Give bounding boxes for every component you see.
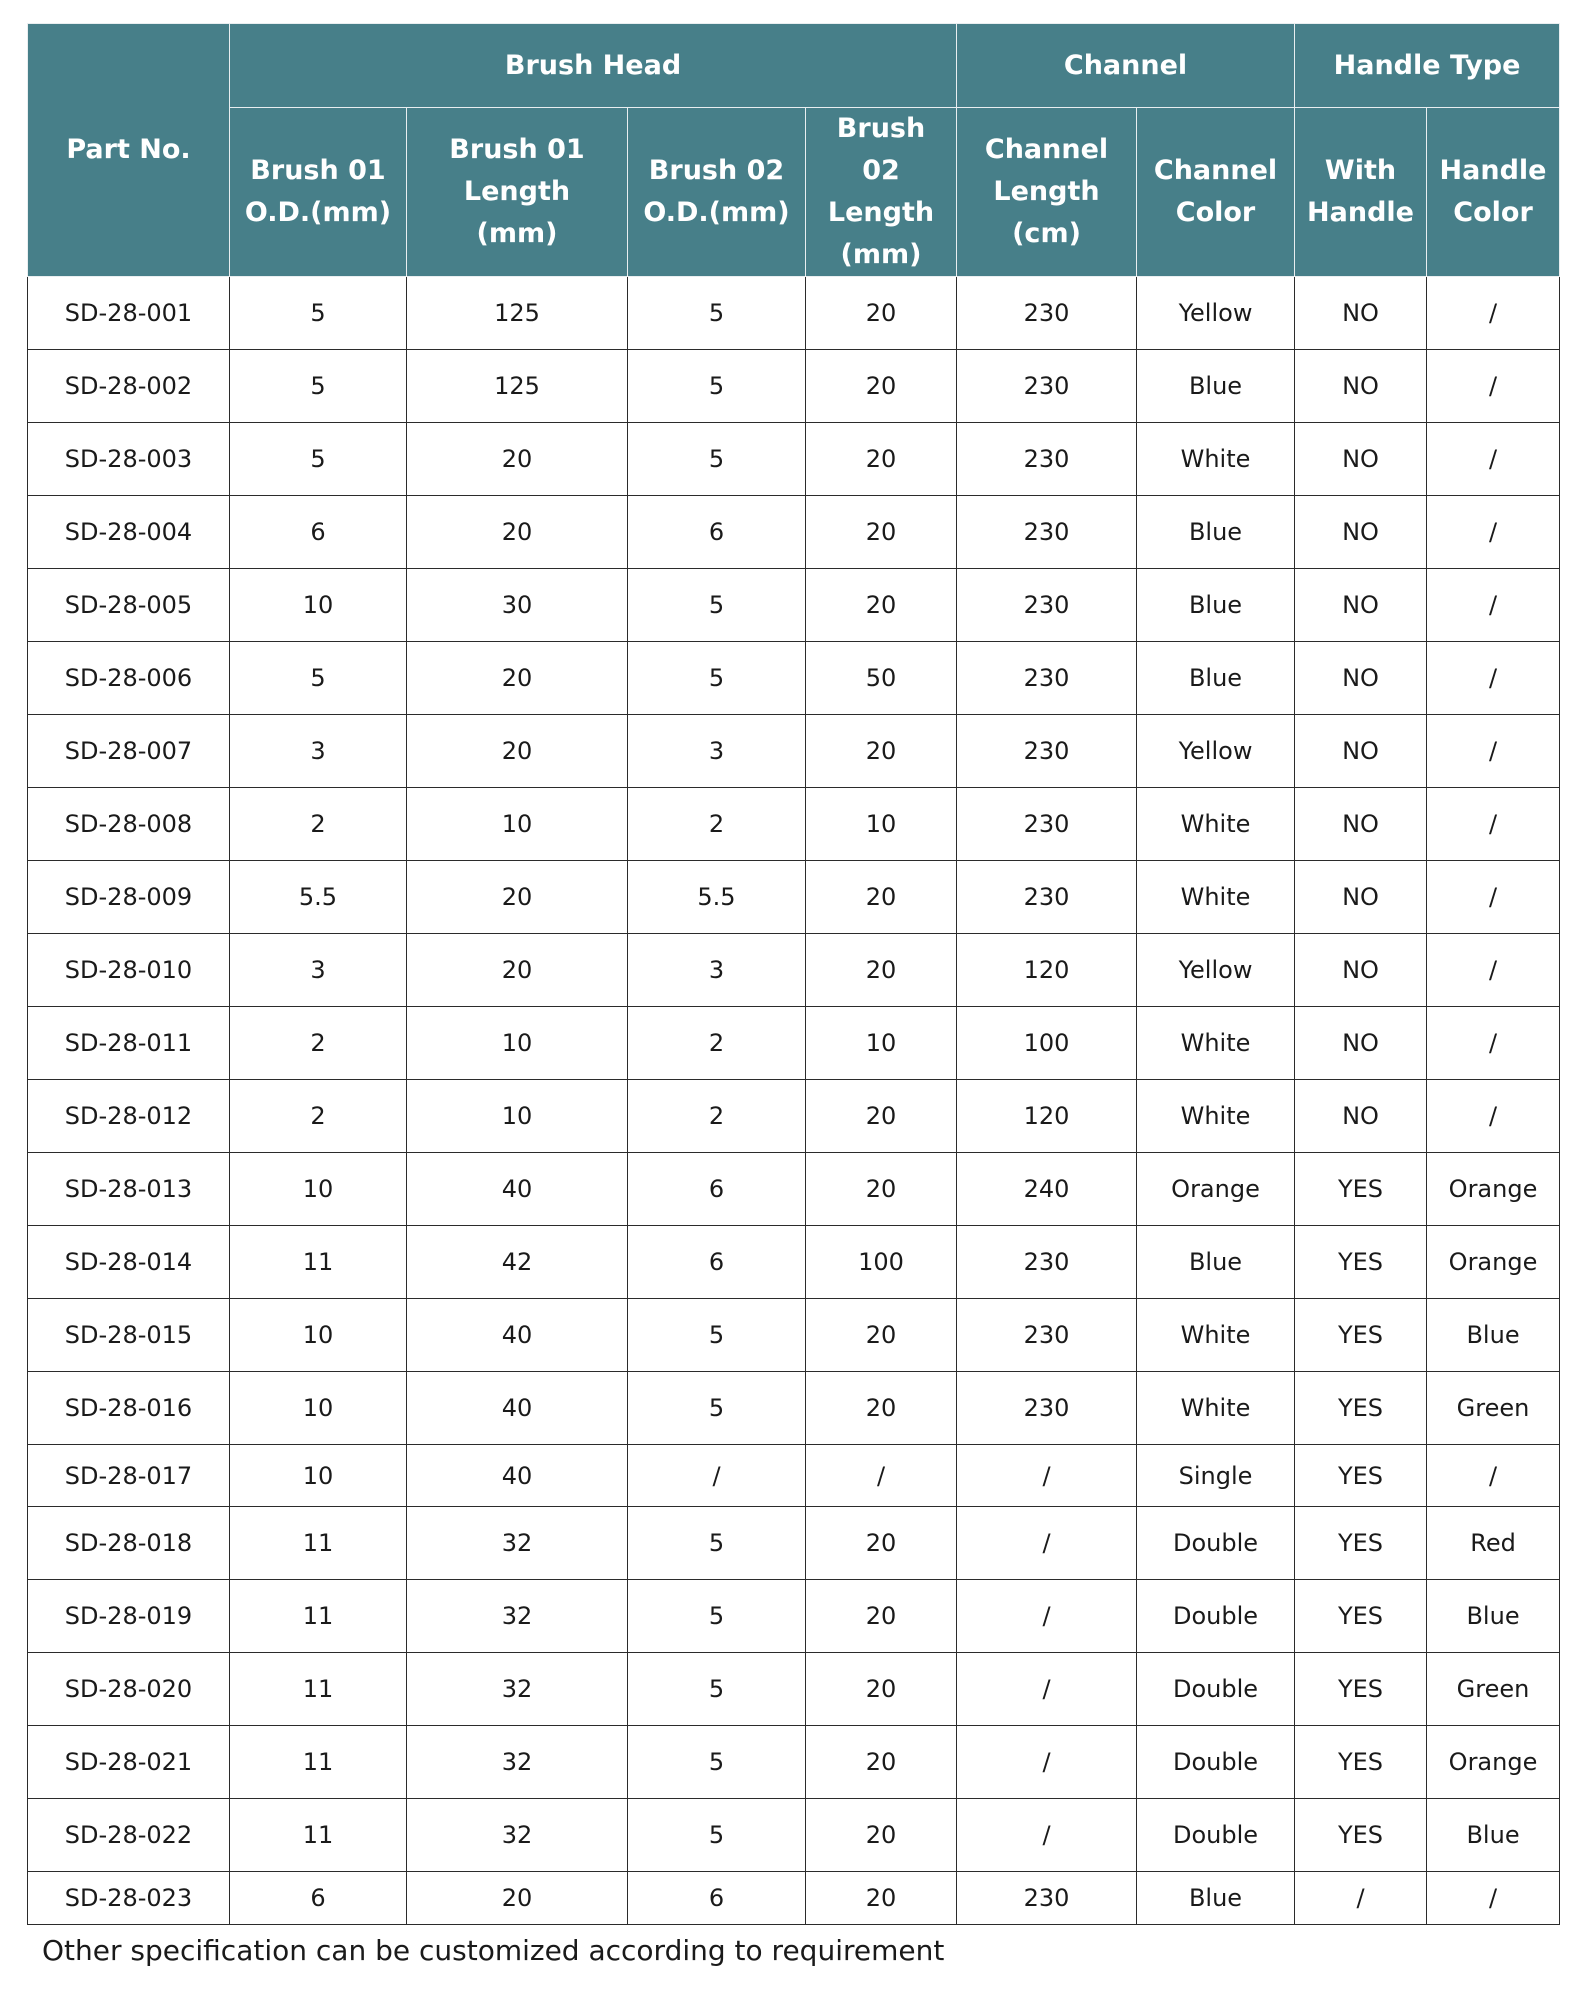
channel-color-cell: White xyxy=(1137,788,1295,861)
with-handle-cell: NO xyxy=(1295,496,1427,569)
part-no-cell: SD-28-002 xyxy=(28,350,230,423)
brush02-length-cell: 10 xyxy=(806,788,957,861)
brush02-length-cell: 20 xyxy=(806,1799,957,1872)
brush02-length-cell: 20 xyxy=(806,1580,957,1653)
part-no-cell: SD-28-007 xyxy=(28,715,230,788)
with-handle-cell: YES xyxy=(1295,1799,1427,1872)
brush01-od-cell: 11 xyxy=(230,1726,407,1799)
part-no-header: Part No. xyxy=(28,24,230,277)
header-line: 02 xyxy=(862,155,900,186)
handle-color-cell: / xyxy=(1427,1445,1560,1507)
table-row xyxy=(28,861,1560,934)
table-row xyxy=(28,1372,1560,1445)
part-no-cell: SD-28-006 xyxy=(28,642,230,715)
brush02-od-cell: 5 xyxy=(628,1799,806,1872)
brush02-od-cell: 6 xyxy=(628,1226,806,1299)
brush01-length-cell: 40 xyxy=(407,1445,628,1507)
table-row xyxy=(28,1799,1560,1872)
handle-color-cell: / xyxy=(1427,788,1560,861)
brush02-od-header xyxy=(628,108,806,277)
header-line: Channel xyxy=(984,134,1109,165)
with-handle-cell: NO xyxy=(1295,1080,1427,1153)
brush02-od-cell: 6 xyxy=(628,496,806,569)
part-no-cell: SD-28-010 xyxy=(28,934,230,1007)
brush01-length-cell: 32 xyxy=(407,1507,628,1580)
brush02-length-cell: / xyxy=(806,1445,957,1507)
with-handle-cell: YES xyxy=(1295,1507,1427,1580)
brush02-length-cell: 20 xyxy=(806,423,957,496)
brush02-length-cell: 20 xyxy=(806,934,957,1007)
channel-length-cell: 230 xyxy=(957,277,1137,350)
handle-color-cell: / xyxy=(1427,934,1560,1007)
brush01-od-cell: 10 xyxy=(230,569,407,642)
part-no-cell: SD-28-013 xyxy=(28,1153,230,1226)
channel-color-cell: Blue xyxy=(1137,1872,1295,1925)
brush02-length-cell: 50 xyxy=(806,642,957,715)
channel-color-cell: Double xyxy=(1137,1507,1295,1580)
brush01-od-cell: 2 xyxy=(230,788,407,861)
with-handle-cell: NO xyxy=(1295,788,1427,861)
part-no-cell: SD-28-012 xyxy=(28,1080,230,1153)
handle-color-cell: Red xyxy=(1427,1507,1560,1580)
brush01-length-header xyxy=(407,108,628,277)
table-row xyxy=(28,1507,1560,1580)
brush02-od-cell: 2 xyxy=(628,788,806,861)
header-line: Channel xyxy=(1153,155,1278,186)
handle-type-group-header: Handle Type xyxy=(1295,24,1560,108)
header-line: Color xyxy=(1175,197,1256,228)
brush01-od-cell: 10 xyxy=(230,1299,407,1372)
brush02-od-cell: 5 xyxy=(628,277,806,350)
brush02-od-cell: 5 xyxy=(628,1299,806,1372)
channel-length-cell: / xyxy=(957,1799,1137,1872)
brush02-length-cell: 20 xyxy=(806,496,957,569)
brush01-length-cell: 32 xyxy=(407,1799,628,1872)
brush02-od-cell: 5 xyxy=(628,642,806,715)
handle-color-cell: Green xyxy=(1427,1653,1560,1726)
table-row xyxy=(28,934,1560,1007)
table-row xyxy=(28,1226,1560,1299)
channel-length-cell: 240 xyxy=(957,1153,1137,1226)
channel-length-cell: 230 xyxy=(957,350,1137,423)
channel-length-cell: 230 xyxy=(957,788,1137,861)
with-handle-cell: YES xyxy=(1295,1226,1427,1299)
brush02-od-cell: 3 xyxy=(628,934,806,1007)
with-handle-cell: NO xyxy=(1295,423,1427,496)
channel-length-cell: 230 xyxy=(957,496,1137,569)
table-row xyxy=(28,1726,1560,1799)
brush01-length-cell: 20 xyxy=(407,1872,628,1925)
with-handle-cell: / xyxy=(1295,1872,1427,1925)
with-handle-cell: YES xyxy=(1295,1653,1427,1726)
with-handle-cell: YES xyxy=(1295,1299,1427,1372)
brush01-od-cell: 6 xyxy=(230,1872,407,1925)
brush02-od-cell: 2 xyxy=(628,1007,806,1080)
header-line: (mm) xyxy=(476,218,558,249)
with-handle-cell: NO xyxy=(1295,569,1427,642)
part-no-cell: SD-28-004 xyxy=(28,496,230,569)
with-handle-cell: NO xyxy=(1295,277,1427,350)
brush01-length-cell: 20 xyxy=(407,642,628,715)
with-handle-cell: NO xyxy=(1295,934,1427,1007)
header-line: Color xyxy=(1453,197,1533,228)
with-handle-cell: YES xyxy=(1295,1372,1427,1445)
with-handle-cell: NO xyxy=(1295,1007,1427,1080)
brush02-od-cell: 5 xyxy=(628,1507,806,1580)
table-header xyxy=(28,24,1560,277)
channel-length-cell: 230 xyxy=(957,1299,1137,1372)
channel-length-cell: / xyxy=(957,1580,1137,1653)
brush02-od-cell: 3 xyxy=(628,715,806,788)
brush02-od-cell: 5 xyxy=(628,1372,806,1445)
channel-length-cell: 230 xyxy=(957,1226,1137,1299)
brush02-length-cell: 20 xyxy=(806,1872,957,1925)
with-handle-cell: YES xyxy=(1295,1726,1427,1799)
handle-color-cell: / xyxy=(1427,423,1560,496)
header-line: Length xyxy=(463,176,571,207)
brush01-od-cell: 5.5 xyxy=(230,861,407,934)
brush02-length-cell: 20 xyxy=(806,1372,957,1445)
brush02-length-cell: 20 xyxy=(806,715,957,788)
with-handle-cell: YES xyxy=(1295,1445,1427,1507)
with-handle-cell: YES xyxy=(1295,1580,1427,1653)
channel-length-cell: 120 xyxy=(957,934,1137,1007)
brush01-length-cell: 125 xyxy=(407,277,628,350)
channel-color-cell: Yellow xyxy=(1137,715,1295,788)
handle-color-cell: / xyxy=(1427,715,1560,788)
table-row xyxy=(28,1872,1560,1925)
channel-color-cell: Blue xyxy=(1137,496,1295,569)
part-no-cell: SD-28-018 xyxy=(28,1507,230,1580)
channel-color-cell: White xyxy=(1137,1007,1295,1080)
header-line: Handle xyxy=(1439,155,1547,186)
part-no-cell: SD-28-011 xyxy=(28,1007,230,1080)
brush01-od-cell: 5 xyxy=(230,423,407,496)
brush01-od-cell: 11 xyxy=(230,1507,407,1580)
part-no-cell: SD-28-003 xyxy=(28,423,230,496)
handle-color-cell: Blue xyxy=(1427,1580,1560,1653)
table-row xyxy=(28,715,1560,788)
brush02-length-header xyxy=(806,108,957,277)
channel-length-cell: 230 xyxy=(957,861,1137,934)
table-row xyxy=(28,642,1560,715)
brush02-od-cell: 5 xyxy=(628,569,806,642)
channel-color-header xyxy=(1137,108,1295,277)
brush02-length-cell: 100 xyxy=(806,1226,957,1299)
with-handle-cell: NO xyxy=(1295,861,1427,934)
channel-color-cell: White xyxy=(1137,1372,1295,1445)
channel-length-cell: 230 xyxy=(957,715,1137,788)
brush01-od-cell: 11 xyxy=(230,1580,407,1653)
brush02-length-cell: 20 xyxy=(806,861,957,934)
channel-color-cell: White xyxy=(1137,423,1295,496)
handle-color-cell: / xyxy=(1427,861,1560,934)
header-line: Length xyxy=(827,197,935,228)
brush02-length-cell: 20 xyxy=(806,350,957,423)
table-row xyxy=(28,423,1560,496)
header-line: Brush 01 xyxy=(449,134,585,165)
brush01-length-cell: 40 xyxy=(407,1372,628,1445)
channel-color-cell: Yellow xyxy=(1137,934,1295,1007)
header-line: (cm) xyxy=(1012,218,1081,249)
brush01-od-cell: 3 xyxy=(230,715,407,788)
brush01-od-cell: 10 xyxy=(230,1153,407,1226)
header-line: (mm) xyxy=(840,239,922,270)
channel-color-cell: Blue xyxy=(1137,1226,1295,1299)
channel-color-cell: Double xyxy=(1137,1653,1295,1726)
part-no-cell: SD-28-001 xyxy=(28,277,230,350)
header-line: O.D.(mm) xyxy=(244,197,392,228)
handle-color-cell: Orange xyxy=(1427,1226,1560,1299)
part-no-cell: SD-28-023 xyxy=(28,1872,230,1925)
part-no-cell: SD-28-022 xyxy=(28,1799,230,1872)
part-no-cell: SD-28-019 xyxy=(28,1580,230,1653)
handle-color-cell: / xyxy=(1427,1007,1560,1080)
handle-color-cell: Green xyxy=(1427,1372,1560,1445)
handle-color-cell: / xyxy=(1427,569,1560,642)
header-line: Brush xyxy=(836,113,926,144)
table-body xyxy=(28,277,1560,1925)
channel-length-header xyxy=(957,108,1137,277)
brush01-od-cell: 2 xyxy=(230,1007,407,1080)
table-row xyxy=(28,1153,1560,1226)
channel-length-cell: / xyxy=(957,1726,1137,1799)
with-handle-cell: NO xyxy=(1295,715,1427,788)
brush02-length-cell: 20 xyxy=(806,1299,957,1372)
channel-color-cell: White xyxy=(1137,1299,1295,1372)
brush01-length-cell: 20 xyxy=(407,934,628,1007)
brush02-od-cell: 5 xyxy=(628,1653,806,1726)
channel-color-cell: Blue xyxy=(1137,350,1295,423)
part-no-cell: SD-28-005 xyxy=(28,569,230,642)
brush01-length-cell: 125 xyxy=(407,350,628,423)
header-line: Brush 02 xyxy=(648,155,785,186)
brush01-length-cell: 32 xyxy=(407,1653,628,1726)
table-row xyxy=(28,1653,1560,1726)
brush02-od-cell: 5 xyxy=(628,423,806,496)
brush01-od-cell: 10 xyxy=(230,1372,407,1445)
brush01-length-cell: 40 xyxy=(407,1153,628,1226)
brush01-od-cell: 10 xyxy=(230,1445,407,1507)
channel-length-cell: / xyxy=(957,1507,1137,1580)
brush02-od-cell: 6 xyxy=(628,1872,806,1925)
brush01-length-cell: 10 xyxy=(407,1007,628,1080)
brush01-length-cell: 10 xyxy=(407,788,628,861)
brush02-length-cell: 20 xyxy=(806,1080,957,1153)
handle-color-cell: / xyxy=(1427,1872,1560,1925)
brush01-length-cell: 20 xyxy=(407,861,628,934)
handle-color-header xyxy=(1427,108,1560,277)
channel-color-cell: Blue xyxy=(1137,642,1295,715)
header-line: Brush 01 xyxy=(250,155,386,186)
table-row xyxy=(28,1445,1560,1507)
handle-color-cell: / xyxy=(1427,350,1560,423)
handle-color-cell: Blue xyxy=(1427,1299,1560,1372)
table-row xyxy=(28,1299,1560,1372)
channel-color-cell: Double xyxy=(1137,1580,1295,1653)
brush-head-group-header: Brush Head xyxy=(230,24,957,108)
brush01-od-cell: 2 xyxy=(230,1080,407,1153)
brush01-length-cell: 20 xyxy=(407,423,628,496)
brush02-od-cell: 2 xyxy=(628,1080,806,1153)
with-handle-header xyxy=(1295,108,1427,277)
channel-color-cell: Orange xyxy=(1137,1153,1295,1226)
brush02-od-cell: 5 xyxy=(628,1580,806,1653)
brush02-length-cell: 20 xyxy=(806,1153,957,1226)
channel-length-cell: 230 xyxy=(957,569,1137,642)
table-row xyxy=(28,1080,1560,1153)
part-no-cell: SD-28-008 xyxy=(28,788,230,861)
brush01-od-cell: 11 xyxy=(230,1226,407,1299)
channel-length-cell: 230 xyxy=(957,642,1137,715)
channel-color-cell: Blue xyxy=(1137,569,1295,642)
header-line: With xyxy=(1324,155,1397,186)
brush02-od-cell: / xyxy=(628,1445,806,1507)
table-row xyxy=(28,350,1560,423)
spec-table xyxy=(27,23,1560,1925)
with-handle-cell: NO xyxy=(1295,642,1427,715)
channel-length-cell: 230 xyxy=(957,423,1137,496)
channel-color-cell: Yellow xyxy=(1137,277,1295,350)
brush02-length-cell: 20 xyxy=(806,277,957,350)
handle-color-cell: / xyxy=(1427,496,1560,569)
channel-length-cell: 230 xyxy=(957,1372,1137,1445)
handle-color-cell: Orange xyxy=(1427,1726,1560,1799)
brush01-length-cell: 20 xyxy=(407,715,628,788)
handle-color-cell: / xyxy=(1427,1080,1560,1153)
channel-color-cell: Double xyxy=(1137,1799,1295,1872)
brush01-od-cell: 5 xyxy=(230,277,407,350)
header-line: O.D.(mm) xyxy=(643,197,790,228)
handle-color-cell: / xyxy=(1427,277,1560,350)
footnote: Other specification can be customized according to requirement xyxy=(42,1934,945,1967)
table-row xyxy=(28,277,1560,350)
brush01-length-cell: 42 xyxy=(407,1226,628,1299)
handle-color-cell: Blue xyxy=(1427,1799,1560,1872)
table-row xyxy=(28,1580,1560,1653)
header-line: Length xyxy=(993,176,1100,207)
part-no-cell: SD-28-020 xyxy=(28,1653,230,1726)
handle-color-cell: / xyxy=(1427,642,1560,715)
channel-color-cell: White xyxy=(1137,1080,1295,1153)
channel-color-cell: Double xyxy=(1137,1726,1295,1799)
table-row xyxy=(28,788,1560,861)
brush01-length-cell: 40 xyxy=(407,1299,628,1372)
part-no-cell: SD-28-021 xyxy=(28,1726,230,1799)
brush02-length-cell: 20 xyxy=(806,1653,957,1726)
brush02-length-cell: 20 xyxy=(806,1726,957,1799)
header-line: Handle xyxy=(1307,197,1414,228)
brush02-length-cell: 10 xyxy=(806,1007,957,1080)
with-handle-cell: YES xyxy=(1295,1153,1427,1226)
with-handle-cell: NO xyxy=(1295,350,1427,423)
brush02-od-cell: 6 xyxy=(628,1153,806,1226)
brush01-od-cell: 3 xyxy=(230,934,407,1007)
brush01-od-cell: 6 xyxy=(230,496,407,569)
brush01-od-cell: 5 xyxy=(230,642,407,715)
channel-length-cell: 230 xyxy=(957,1872,1137,1925)
brush02-od-cell: 5 xyxy=(628,1726,806,1799)
channel-length-cell: / xyxy=(957,1653,1137,1726)
channel-length-cell: 100 xyxy=(957,1007,1137,1080)
handle-color-cell: Orange xyxy=(1427,1153,1560,1226)
brush01-length-cell: 10 xyxy=(407,1080,628,1153)
brush02-od-cell: 5.5 xyxy=(628,861,806,934)
channel-length-cell: / xyxy=(957,1445,1137,1507)
brush01-od-cell: 11 xyxy=(230,1799,407,1872)
brush01-length-cell: 20 xyxy=(407,496,628,569)
part-no-cell: SD-28-016 xyxy=(28,1372,230,1445)
channel-color-cell: Single xyxy=(1137,1445,1295,1507)
brush01-length-cell: 32 xyxy=(407,1726,628,1799)
channel-group-header: Channel xyxy=(957,24,1295,108)
part-no-cell: SD-28-017 xyxy=(28,1445,230,1507)
table-row xyxy=(28,496,1560,569)
brush01-length-cell: 30 xyxy=(407,569,628,642)
part-no-cell: SD-28-009 xyxy=(28,861,230,934)
brush02-length-cell: 20 xyxy=(806,1507,957,1580)
brush01-od-cell: 5 xyxy=(230,350,407,423)
table-row xyxy=(28,1007,1560,1080)
brush01-length-cell: 32 xyxy=(407,1580,628,1653)
brush01-od-header xyxy=(230,108,407,277)
channel-color-cell: White xyxy=(1137,861,1295,934)
brush01-od-cell: 11 xyxy=(230,1653,407,1726)
table-row xyxy=(28,569,1560,642)
part-no-cell: SD-28-014 xyxy=(28,1226,230,1299)
part-no-cell: SD-28-015 xyxy=(28,1299,230,1372)
brush02-length-cell: 20 xyxy=(806,569,957,642)
channel-length-cell: 120 xyxy=(957,1080,1137,1153)
brush02-od-cell: 5 xyxy=(628,350,806,423)
